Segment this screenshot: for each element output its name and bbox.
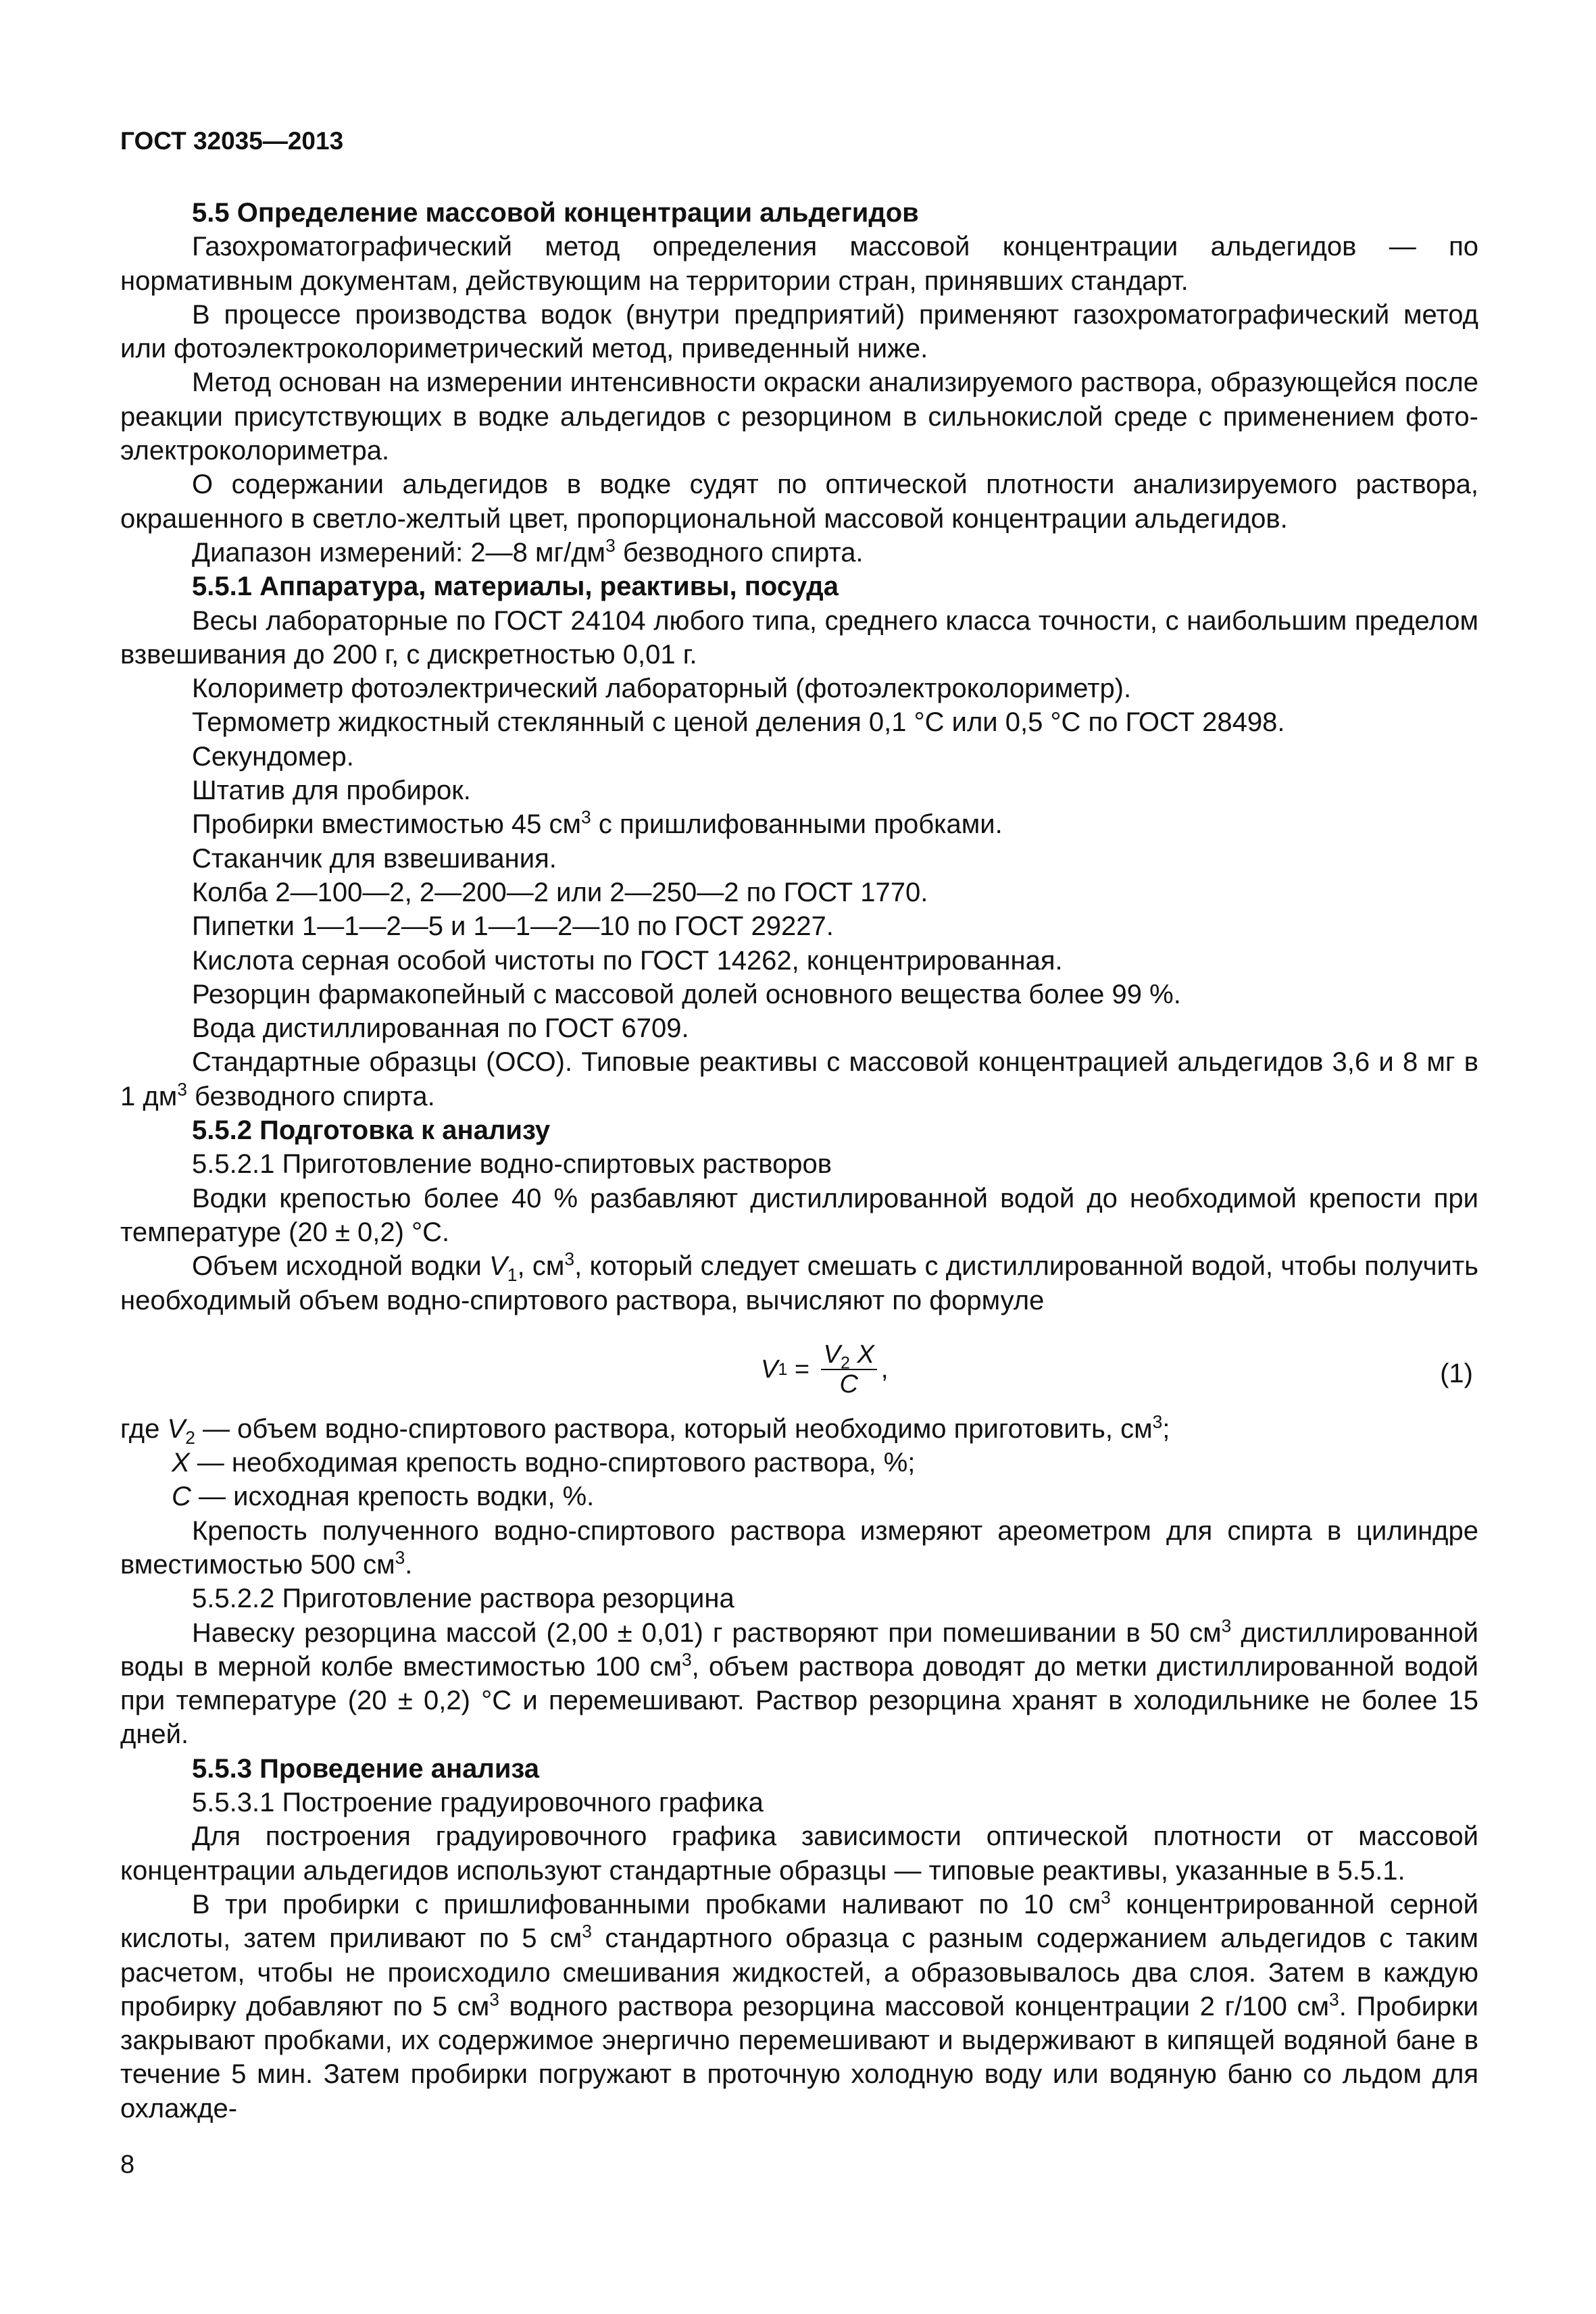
subsection-5-5-2-1-title: 5.5.2.1 Приготовление водно-спиртовых растворов [192, 1149, 832, 1180]
paragraph: Водки крепостью более 40 % разбавляют дистиллированной водой до необходимой крепости при температуре (20 ± 0,2) °С. [120, 1183, 1478, 1247]
equipment-item: Секундомер. [192, 741, 354, 772]
page-number: 8 [120, 2150, 135, 2179]
equation-number: (1) [1440, 1358, 1473, 1388]
range-line: Диапазон измерений: 2—8 $мг/дм^3$ безводного спирта. [192, 535, 864, 568]
equipment-item: Колориметр фотоэлектрический лабораторный (фотоэлектроколориметр). [192, 674, 1132, 704]
equipment-item: Термометр жидкостный стеклянный с ценой деления 0,1 °С или 0,5 °С по ГОСТ 28498. [192, 707, 1285, 738]
equipment-item: Колба 2—100—2, 2—200—2 или 2—250—2 по ГОСТ 1770. [192, 877, 928, 907]
paragraph: В три пробирки с пришлифованными пробками наливают по 10 $см^3$ концентрированной серной кислоты, затем приливают по 5 $см^3$ стандартного образца с разным содержанием альдегидов с таким расчетом, чтобы не происходило смешивания жидкостей, а образовывалось два слоя. Затем в каждую пробирку добавляют по 5 $см^3$ водного раствора резорцина массовой концентрации 2 г/100 $см^3$. Пробирки закрывают пробками, их содержимое энергично перемешивают и выдерживают в кипящей водяной бане в течение 5 мин. Затем пробирки погружают в проточную холодную воду или водяную баню со льдом для охлажде- [120, 1887, 1479, 2123]
equipment-item: Резорцин фармакопейный с массовой долей основного вещества более 99 %. [192, 979, 1181, 1009]
paragraph: О содержании альдегидов в водке судят по оптической плотности анализируемого раствора, окрашенного в светло-желтый цвет, пропорциональной массовой концентрации альдегидов. [120, 470, 1478, 534]
equipment-item: Весы лабораторные по ГОСТ 24104 любого типа, среднего класса точности, с наибольшим пределом взвешивания до 200 г, с дискретностью 0,01 г. [120, 605, 1478, 670]
subsection-5-5-2-2-title: 5.5.2.2 Приготовление раствора резорцина [192, 1584, 734, 1614]
equipment-item: Кислота серная особой чистоты по ГОСТ 14262, концентрированная. [192, 945, 1063, 976]
document-body [120, 196, 1478, 2126]
paragraph: Крепость полученного водно-спиртового раствора измеряют ареометром для спирта в цилиндре вместимостью 500 $см^3$. [120, 1515, 1478, 1580]
section-5-5-title: 5.5 Определение массовой концентрации альдегидов [192, 198, 919, 228]
formula-fraction: $\frac{V_2 X}{C}$ [821, 1340, 877, 1399]
paragraph: Газохроматографический метод определения массовой концентрации альдегидов — по нормативным документам, действующим на территории стран, принявших стандарт. [120, 232, 1478, 296]
equipment-item: Пипетки 1—1—2—5 и 1—1—2—10 по ГОСТ 29227. [192, 911, 834, 942]
equipment-item: Пробирки вместимостью 45 $см^3$ с пришлифованными пробками. [192, 807, 1003, 840]
paragraph: В процессе производства водок (внутри предприятий) применяют газохроматографический метод или фотоэлектроколориметрический метод, приведенный ниже. [120, 299, 1478, 364]
formula-legend-v2: где $V_2$ — объем водно-спиртового раствора, который необходимо приготовить, $см^3$; [120, 1411, 1170, 1448]
subsection-5-5-3-1-title: 5.5.3.1 Построение градуировочного графика [192, 1788, 764, 1818]
paragraph: Навеску резорцина массой (2,00 ± 0,01) г растворяют при помешивании в 50 $см^3$ дистиллированной воды в мерной колбе вместимостью 100 $см^3$, объем раствора доводят до метки дистиллированной водой при температуре (20 ± 0,2) °С и перемешивают. Раствор резорцина хранят в холодильнике не более 15 дней. [120, 1615, 1478, 1750]
paragraph: Для построения градуировочного графика зависимости оптической плотности от массовой концентрации альдегидов используют стандартные образцы — типовые реактивы, указанные в 5.5.1. [120, 1821, 1478, 1886]
equipment-item: Вода дистиллированная по ГОСТ 6709. [192, 1013, 689, 1044]
equipment-item: Стаканчик для взвешивания. [192, 843, 557, 874]
equipment-item: Штатив для пробирок. [192, 776, 471, 806]
paragraph: Метод основан на измерении интенсивности окраски анализируемого раствора, образующейся после реакции присутствующих в водке альдегидов с резорцином в сильнокислой среде с применением фото-электроколориметра. [120, 368, 1478, 466]
paragraph: Объем исходной водки $V_1$, $см^3$, который следует смешать с дистиллированной водой, чтобы получить необходимый объем водно-спиртового раствора, вычисляют по формуле [120, 1249, 1478, 1315]
section-5-5-3-title: 5.5.3 Проведение анализа [192, 1753, 540, 1784]
formula-legend-c: C — исходная крепость водки, %. [172, 1482, 595, 1512]
document-header: ГОСТ 32035—2013 [120, 127, 344, 155]
formula: V 1 = $\frac{V_2 X}{C}$ , [761, 1340, 889, 1399]
section-5-5-1-title: 5.5.1 Аппаратура, материалы, реактивы, посуда [192, 572, 839, 602]
formula-row [120, 1317, 1478, 1412]
section-5-5-2-title: 5.5.2 Подготовка к анализу [192, 1115, 551, 1146]
formula-legend-x: X — необходимая крепость водно-спиртового раствора, %; [172, 1448, 916, 1478]
equipment-item: Стандартные образцы (ОСО). Типовые реактивы с массовой концентрацией альдегидов 3,6 и 8 мг в 1 $дм^3$ безводного спирта. [120, 1047, 1478, 1111]
